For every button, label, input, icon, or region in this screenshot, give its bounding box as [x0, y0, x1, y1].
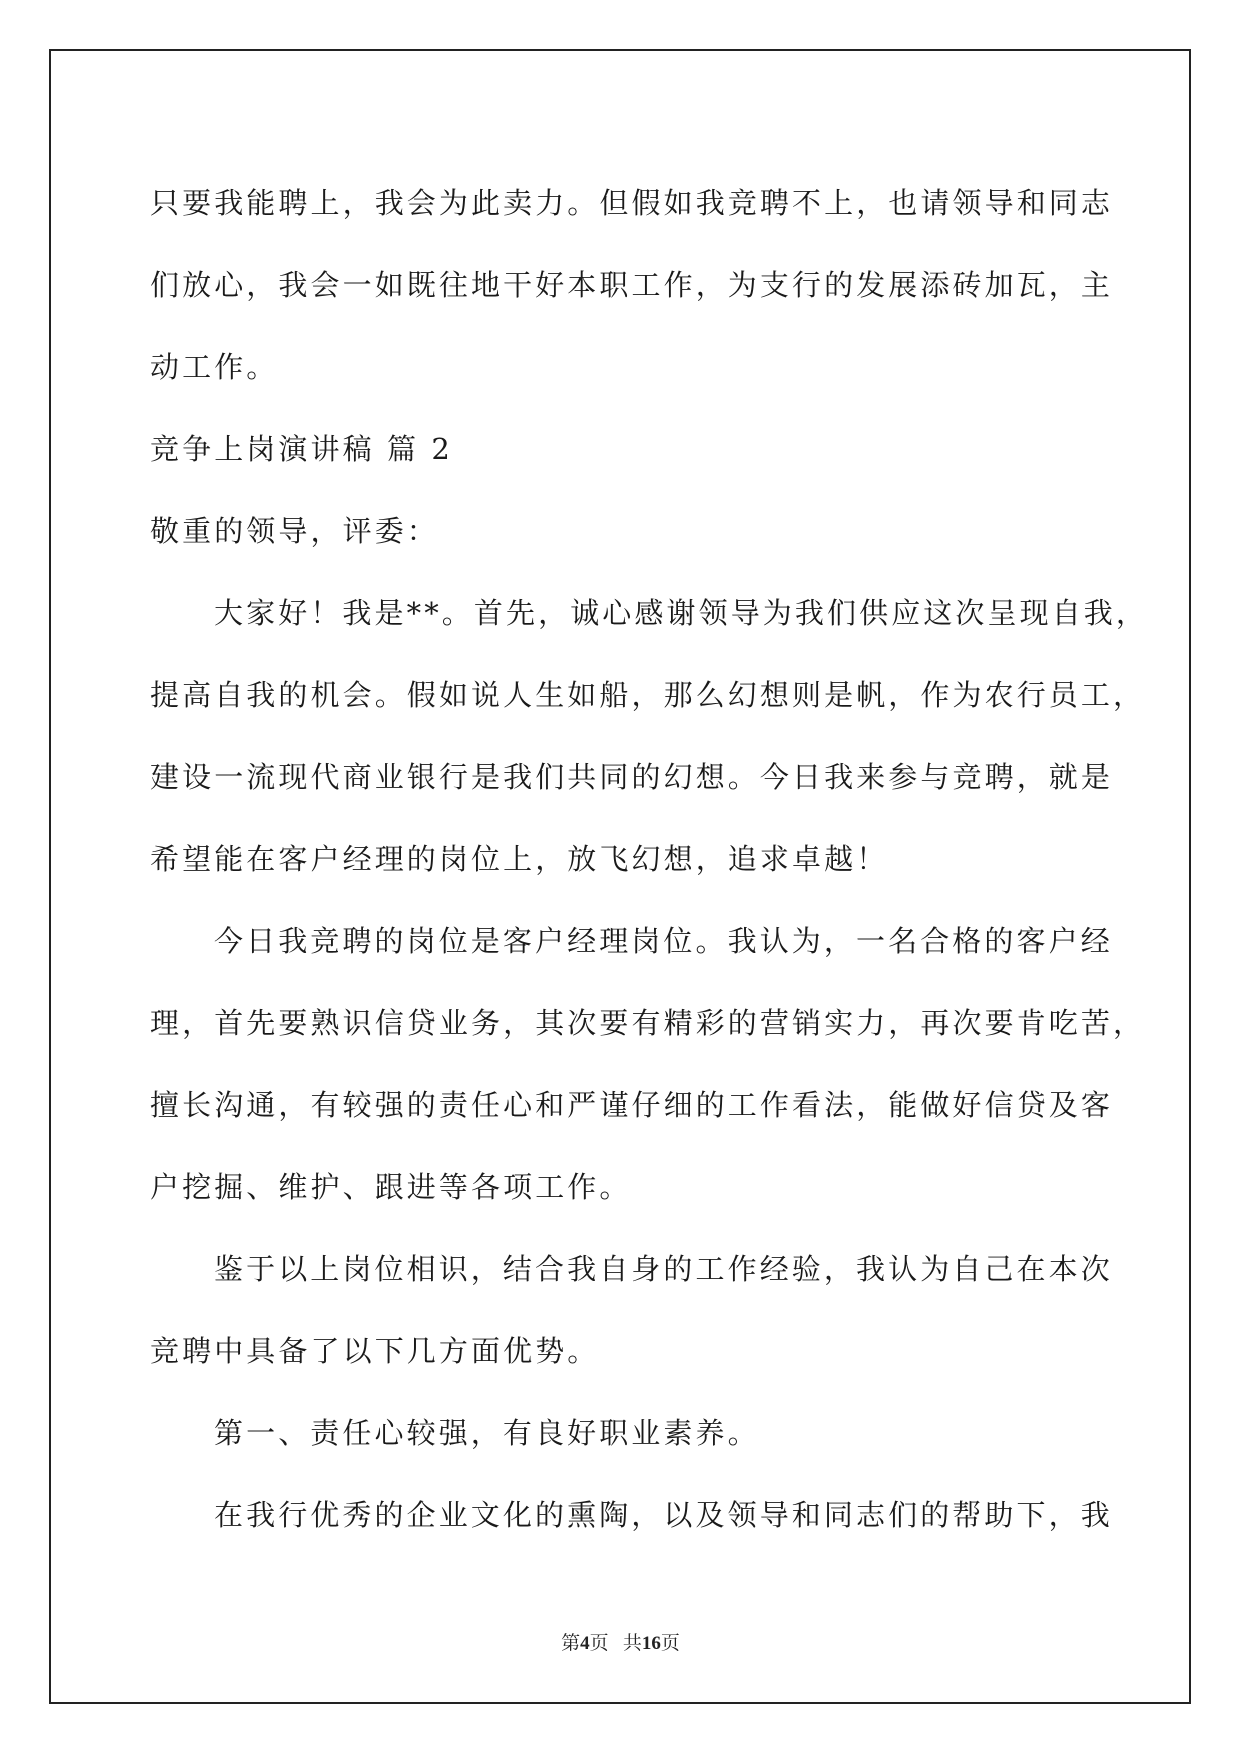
section-heading: 竞争上岗演讲稿 篇 2: [150, 432, 453, 466]
total-pages: 16: [641, 1633, 661, 1654]
paragraph-line: 第一、责任心较强，有良好职业素养。: [214, 1416, 760, 1450]
page-number: 4: [580, 1633, 590, 1654]
total-suffix: 页: [660, 1633, 680, 1654]
paragraph-line: 动工作。: [150, 350, 279, 384]
paragraph-line: 建设一流现代商业银行是我们共同的幻想。今日我来参与竞聘，就是: [150, 760, 1114, 794]
paragraph-line: 擅长沟通，有较强的责任心和严谨仔细的工作看法，能做好信贷及客: [150, 1088, 1114, 1122]
paragraph-line: 提高自我的机会。假如说人生如船，那么幻想则是帆，作为农行员工，: [150, 678, 1146, 712]
paragraph-line: 理，首先要熟识信贷业务，其次要有精彩的营销实力，再次要肯吃苦，: [150, 1006, 1146, 1040]
paragraph-line: 今日我竞聘的岗位是客户经理岗位。我认为，一名合格的客户经: [214, 924, 1113, 958]
paragraph-line: 竞聘中具备了以下几方面优势。: [150, 1334, 600, 1368]
page-prefix: 第: [561, 1633, 581, 1654]
paragraph-line: 在我行优秀的企业文化的熏陶，以及领导和同志们的帮助下，我: [214, 1498, 1113, 1532]
document-body: [150, 162, 1149, 1556]
paragraph-line: 只要我能聘上，我会为此卖力。但假如我竞聘不上，也请领导和同志: [150, 186, 1114, 220]
total-prefix: 共: [622, 1633, 642, 1654]
paragraph-line: 大家好！我是**。首先，诚心感谢领导为我们供应这次呈现自我，: [214, 596, 1149, 630]
page-suffix: 页: [589, 1633, 609, 1654]
page-footer: [0, 1628, 1241, 1655]
paragraph-line: 户挖掘、维护、跟进等各项工作。: [150, 1170, 632, 1204]
paragraph-line: 们放心，我会一如既往地干好本职工作，为支行的发展添砖加瓦，主: [150, 268, 1114, 302]
paragraph-line: 希望能在客户经理的岗位上，放飞幻想，追求卓越！: [150, 842, 889, 876]
salutation: 敬重的领导，评委：: [150, 514, 439, 548]
paragraph-line: 鉴于以上岗位相识，结合我自身的工作经验，我认为自己在本次: [214, 1252, 1113, 1286]
